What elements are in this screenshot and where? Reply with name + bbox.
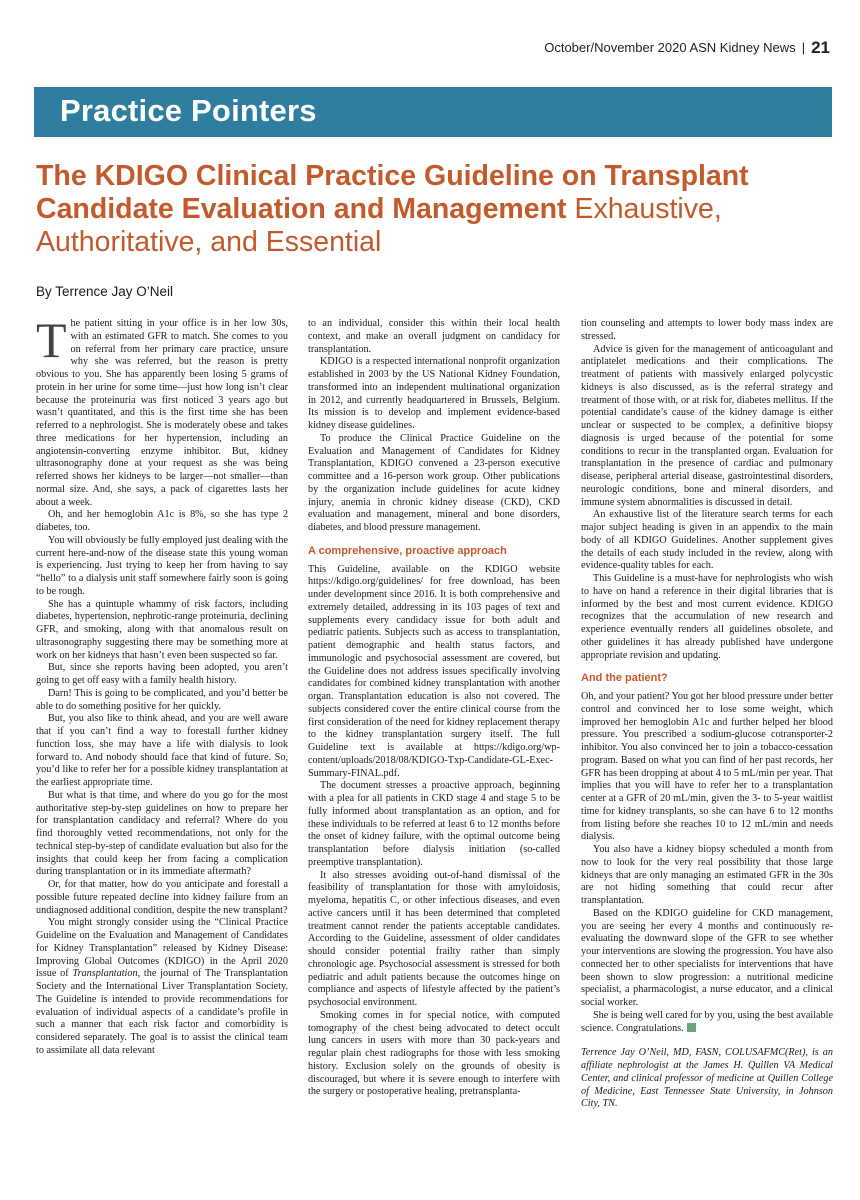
paragraph: This Guideline, available on the KDIGO website https://kdigo.org/guidelines/ for free download, has been under development since 2016. It is both comprehensive and extremely detailed, addressing in its 103 pages of text and supplements every candidacy issue for both adult and pediatric patients. Subjects such as access to transplantation, patient demographic and health status factors, and immunologic and psychosocial assessment are covered, but the Guideline does not address issues specifically involving candidates for combined kidney transplantation with another organ. Transplantation education is also not covered. The subjects considered cover the entire clinical course from the first consideration of the need for kidney replacement therapy to the kidney transplantation surgery itself. The full Guideline text is available at https://kdigo.org/wp-content/uploads/2018/08/KDIGO-Txp-Candidate-GL-Exec-Summary-FINAL.pdf.: [308, 563, 560, 779]
byline: By Terrence Jay O’Neil: [36, 284, 174, 299]
paragraph: It also stresses avoiding out-of-hand dismissal of the feasibility of transplantation for those with amyloidosis, myeloma, hepatitis C, or other infectious diseases, and even active cancers until it has been determined that completed treatment cannot render the patients acceptable candidates. According to the Guideline, assessment of older candidates should consider potential frailty rather than simply chronologic age. Psychosocial assessment is stressed for both pediatric and adult patients because the outcomes hinge on compliance and aspects of lifestyle affected by the patient’s psychosocial environment.: [308, 869, 560, 1008]
article-title: [36, 160, 816, 259]
end-of-article-icon: [687, 1023, 696, 1032]
paragraph-text: She is being well cared for by you, using the best available science. Congratulations.: [581, 1009, 833, 1034]
paragraph: But what is that time, and where do you go for the most authoritative step-by-step guidelines on how to prepare her for transplantation candidacy and referral? Where do you find thoroughly vetted recommendations, not only for the technical step-by-step of candidate evaluation but also for the insights that could keep her from facing a complication during transplantation or in its immediate aftermath?: [36, 789, 288, 878]
paragraph: Oh, and her hemoglobin A1c is 8%, so she has type 2 diabetes, too.: [36, 509, 288, 533]
paragraph: Advice is given for the management of anticoagulant and antiplatelet medications and their complications. The treatment of patients with massively enlarged polycystic kidneys is also discussed, as is the referral strategy and treatment of those with, or at risk for, diabetes mellitus. If the potential candidate’s cause of the kidney damage is either unclear or suspected to be complex, a definitive biopsy diagnosis is urged because of the potential for some conditions to recur in the transplanted organ. Evaluation for transplantation in the presence of cardiac and pulmonary disease, peripheral arterial disease, gastrointestinal disorders, neurologic conditions, bone and mineral disorders, and immune system abnormalities is discussed in detail.: [581, 343, 833, 508]
article-title-sub: Exhaustive, Authoritative, and Essential: [36, 193, 722, 258]
page-header: [544, 38, 830, 58]
paragraph: This Guideline is a must-have for nephrologists who wish to have on hand a reference in their digital libraries that is informed by the best and most current evidence. KDIGO recognizes that the accumulation of new research and experience eventually renders all guidelines obsolete, and other guidelines it has already published have undergone appropriate revision and updating.: [581, 573, 833, 661]
paragraph: But, you also like to think ahead, and you are well aware that if you can’t find a way to forestall further kidney function loss, she may have a life with dialysis to look forward to. And nobody should face that kind of future. So, you’d like to refer her for a possible kidney transplantation at the earliest appropriate time.: [36, 713, 288, 788]
journal-name: Transplantation: [72, 968, 138, 980]
paragraph: To produce the Clinical Practice Guideline on the Evaluation and Management of Candidates for Kidney Transplantation, KDIGO convened a 23-person executive committee and a 16-person work group. Other publications by the organization include guidelines for acute kidney injury, anemia in chronic kidney disease (CKD), CKD evaluation and management, mineral and bone disorders, diabetes, and blood pressure management.: [308, 432, 560, 533]
paragraph: You also have a kidney biopsy scheduled a month from now to look for the very real possibility that those large kidneys that are only managing an estimated GFR in the 30s are not hiding something that could recur after transplantation.: [581, 844, 833, 906]
column-1: [36, 312, 288, 1058]
paragraph: Or, for that matter, how do you anticipate and forestall a possible future repeated decline into kidney failure from an undiagnosed additional condition, despite the new transplant?: [36, 879, 288, 916]
section-subhead: And the patient?: [581, 672, 668, 685]
paragraph: Smoking comes in for special notice, with computed tomography of the chest being advocated to detect occult lung cancers in users with more than 30 pack-years and regular plain chest radiographs for those with less smoking history. Exclusion solely on the grounds of obesity is discouraged, but where it is severe enough to interfere with the surgery or postoperative healing, pretransplanta-: [308, 1009, 560, 1098]
paragraph: You will obviously be fully employed just dealing with the current here-and-now of the disease state this young woman is experiencing. Just trying to keep her from having to say “hello” to a dialysis unit staff somewhere fairly soon is going to be rough.: [36, 534, 288, 597]
paragraph-text: he patient sitting in your office is in her low 30s, with an estimated GFR to match. She comes to you on referral from her primary care practice, unsure why she was referred, but the reason is pretty obvious to you. She has apparently been losing 5 grams of protein in her urine for some time—just how long isn’t clear because the proteinuria was first noticed 3 years ago but wasn’t quantitated, and this is the first time she has been referred to a nephrologist. She is moderately obese and takes three medications for her hypertension, including an angiotensin-converting enzyme inhibitor. But, kidney ultrasonography done at your request as she was being referred shows her kidneys to be larger—not smaller—than normal size. And, she says, a pack of cigarettes lasts her about a week.: [36, 318, 288, 508]
column-2: [308, 318, 560, 1099]
paragraph-text: , the journal of The Transplantation Society and the International Liver Transplantation Society. The Guideline is intended to provide recommendations for evaluation of individual aspects of a candidate’s profile in such a manner that each risk factor and comorbidity is considered separately. The goal is to assist the clinical team to assimilate all data relevant: [36, 968, 288, 1056]
paragraph: Darn! This is going to be complicated, and you’d better be able to do something positive for her quickly.: [36, 687, 288, 712]
paragraph: She has a quintuple whammy of risk factors, including diabetes, hypertension, nephrotic-range proteinuria, declining GFR, and smoking, along with that anomalous result on ultrasonography suggesting there may be something more at work on her kidneys that hasn’t even been suspected so far.: [36, 598, 288, 661]
header-separator: |: [801, 40, 806, 55]
section-banner: [34, 87, 832, 137]
paragraph: to an individual, consider this within their local health context, and make an overall judgment on candidacy for transplantation.: [308, 318, 560, 355]
paragraph: KDIGO is a respected international nonprofit organization established in 2003 by the US National Kidney Foundation, transformed into an independent multinational organization in 2012, and currently headquartered in Brussels, Belgium. Its mission is to develop and implement evidence-based kidney disease guidelines.: [308, 356, 560, 431]
drop-cap: T: [36, 312, 67, 368]
column-3: [581, 318, 833, 1111]
paragraph: But, since she reports having been adopted, you aren’t going to get off easy with a family health history.: [36, 662, 288, 686]
paragraph: [36, 917, 288, 1057]
section-label: Practice Pointers: [60, 93, 317, 128]
paragraph: An exhaustive list of the literature search terms for each major subject heading is given in an appendix to the main body of all KDIGO Guidelines. Another supplement gives the details of each study included in the review, along with evidence-quality tables for each.: [581, 509, 833, 572]
article-title-main: The KDIGO Clinical Practice Guideline on Transplant Candidate Evaluation and Management: [36, 160, 749, 225]
paragraph: Based on the KDIGO guideline for CKD management, you are seeing her every 4 months and continuously re-evaluating the downward slope of the GFR to see whether your interventions are slowing the progression. You have also connected her to other specialists for interventions that have been shown to slow progression: a nutritional medicine specialist, a pharmacologist, a nurse educator, and a clinical social worker.: [581, 907, 833, 1008]
issue-label: October/November 2020 ASN Kidney News: [544, 40, 796, 55]
author-bio: Terrence Jay O’Neil, MD, FASN, COLUSAFMC(Ret), is an affiliate nephrologist at the James H. Quillen VA Medical Center, and clinical professor of medicine at Quillen College of Medicine, East Tennessee State University, in Johnson City, TN.: [581, 1047, 833, 1110]
page-number: 21: [811, 38, 830, 57]
paragraph: [581, 1010, 833, 1036]
paragraph: [36, 312, 288, 509]
paragraph: tion counseling and attempts to lower body mass index are stressed.: [581, 318, 833, 342]
paragraph: Oh, and your patient? You got her blood pressure under better control and convinced her to lose some weight, which improved her hemoglobin A1c and further helped her blood pressure. You prescribed a sodium-glucose cotransporter-2 inhibitor. You also convinced her to join a tobacco-cessation program. Based on what you can find of her past records, her GFR has been dropping at about 4 to 5 mL/min per year. That implies that you will have to refer her to a transplantation center at a GFR of 20 mL/min, given the 3- to 5-year waitlist time for kidney transplants, so she can have 6 to 12 months from listing before she reaches 10 to 12 mL/min and needs dialysis.: [581, 691, 833, 843]
paragraph: The document stresses a proactive approach, beginning with a plea for all patients in CKD stage 4 and stage 5 to be fully informed about transplantation as an option, and for these individuals to be referred at least 6 to 12 months before the onset of kidney failure, with the optimal outcome being transplantation before dialysis initiation (so-called preemptive transplantation).: [308, 780, 560, 868]
paragraph-text: You might strongly consider using the “Clinical Practice Guideline on the Evaluation and Management of Candidates for Kidney Transplantation” released by Kidney Disease: Improving Global Outcomes (KDIGO) in the April 2020 issue of: [36, 917, 288, 980]
section-subhead: A comprehensive, proactive approach: [308, 544, 507, 557]
